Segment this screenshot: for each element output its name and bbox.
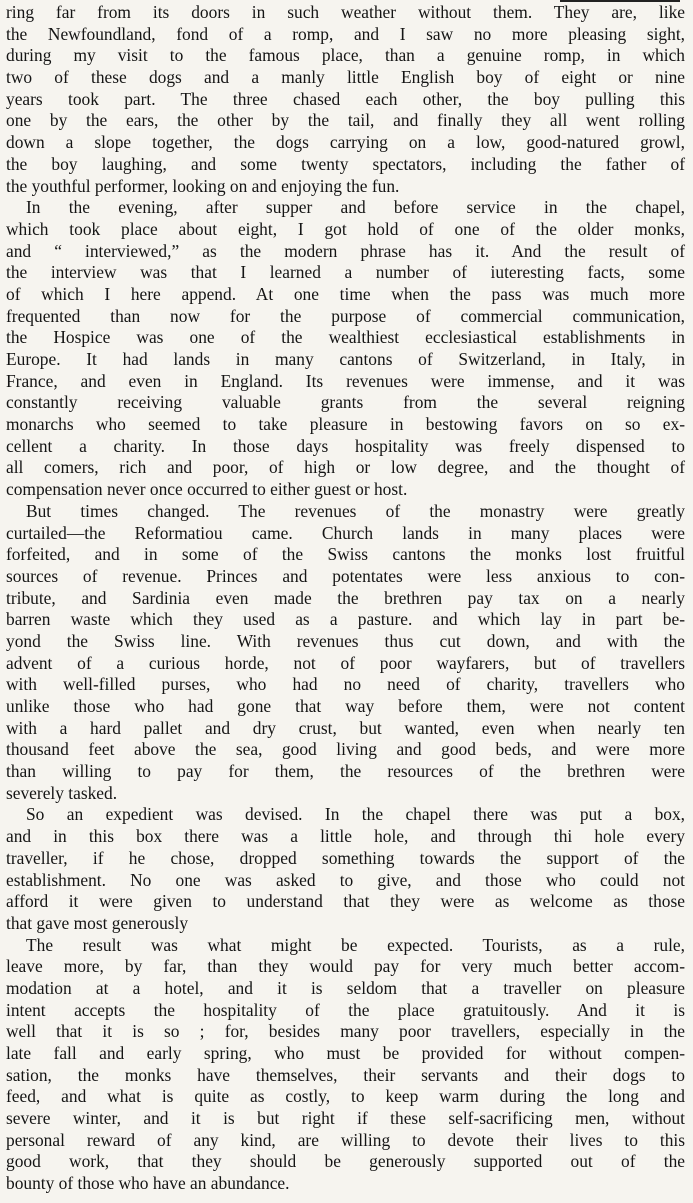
text-line: with a hard pallet and dry crust, but wanted, even when nearly ten (6, 717, 685, 738)
text-line: The result was what might be expected. Tourists, as a rule, (26, 934, 685, 955)
text-line: barren waste which they used as a pasture. and which lay in part be- (6, 609, 685, 630)
text-line: But times changed. The revenues of the monastry were greatly (26, 500, 685, 521)
text-line: feed, and what is quite as costly, to keep warm during the long and (6, 1086, 685, 1107)
text-line: traveller, if he chose, dropped something towards the support of the (6, 847, 685, 868)
text-line: sation, the monks have themselves, their servants and their dogs to (6, 1064, 685, 1085)
text-line: advent of a curious horde, not of poor wayfarers, but of travellers (6, 652, 685, 673)
text-line: yond the Swiss line. With revenues thus cut down, and with the (6, 630, 685, 651)
text-line: leave more, by far, than they would pay for very much better accom- (6, 956, 685, 977)
text-line: that gave most generously (6, 912, 189, 933)
text-line: the boy laughing, and some twenty spectators, including the father of (6, 153, 685, 174)
text-line: France, and even in England. Its revenues were immense, and it was (6, 370, 685, 391)
text-line: sources of revenue. Princes and potentates were less anxious to con- (6, 565, 685, 586)
text-line: severely tasked. (6, 782, 118, 803)
text-line: of which I here append. At one time when the pass was much more (6, 283, 685, 304)
text-line: monarchs who seemed to take pleasure in bestowing favors on so ex- (6, 414, 685, 435)
text-line: forfeited, and in some of the Swiss cantons the monks lost fruitful (6, 544, 685, 565)
text-line: establishment. No one was asked to give, and those who could not (6, 869, 685, 890)
paragraph (6, 501, 685, 805)
text-line: and in this box there was a little hole, and through thi hole every (6, 826, 685, 847)
text-line: afford it were given to understand that they were as welcome as those (6, 891, 685, 912)
paragraph (6, 804, 685, 934)
text-line: compensation never once occurred to either guest or host. (6, 479, 408, 500)
text-line: the Newfoundland, fond of a romp, and I saw no more pleasing sight, (6, 23, 685, 44)
text-line: two of these dogs and a manly little English boy of eight or nine (6, 67, 685, 88)
text-line: all comers, rich and poor, of high or low degree, and the thought of (6, 457, 685, 478)
text-line: late fall and early spring, who must be provided for without compen- (6, 1043, 685, 1063)
text-line: So an expedient was devised. In the chapel there was put a box, (26, 804, 685, 825)
text-line: tribute, and Sardinia even made the brethren pay tax on a nearly (6, 587, 685, 608)
text-line: with well-filled purses, who had no need of charity, travellers who (6, 674, 685, 695)
text-line: one by the ears, the other by the tail, and finally they all went rolling (6, 110, 685, 131)
text-line: and “ interviewed,” as the modern phrase has it. And the result of (6, 240, 685, 261)
text-line: modation at a hotel, and it is seldom that a traveller on pleasure (6, 977, 685, 998)
text-line: which took place about eight, I got hold of one of the older monks, (6, 218, 685, 239)
text-line: unlike those who had gone that way before them, were not content (6, 696, 685, 716)
text-line: down a slope together, the dogs carrying on a low, good-natured growl, (6, 132, 685, 153)
text-line: the Hospice was one of the wealthiest ecclesiastical establishments in (6, 327, 685, 348)
text-line: than willing to pay for them, the resources of the brethren were (6, 761, 685, 782)
text-line: during my visit to the famous place, than a genuine romp, in which (6, 45, 685, 66)
text-line: curtailed—the Reformatiou came. Church lands in many places were (6, 522, 685, 543)
text-line: the youthful performer, looking on and enjoying the fun. (6, 175, 400, 196)
text-line: intent accepts the hospitality of the place gratuitously. And it is (6, 999, 685, 1020)
text-line: years took part. The three chased each other, the boy pulling this (6, 88, 685, 109)
paragraph (6, 197, 685, 501)
text-line: frequented than now for the purpose of commercial communication, (6, 305, 685, 326)
text-line: thousand feet above the sea, good living and good beds, and were more (6, 739, 685, 760)
column-top-rule (560, 0, 680, 2)
article-body (6, 2, 685, 1195)
paragraph (6, 935, 685, 1195)
paragraph (6, 2, 685, 197)
text-line: constantly receiving valuable grants from the several reigning (6, 392, 685, 413)
text-line: well that it is so ; for, besides many poor travellers, especially in the (6, 1021, 685, 1042)
text-line: ring far from its doors in such weather without them. They are, like (6, 2, 685, 22)
text-line: the interview was that I learned a number of iuteresting facts, some (6, 262, 685, 283)
text-line: Europe. It had lands in many cantons of Switzerland, in Italy, in (6, 349, 685, 369)
text-line: cellent a charity. In those days hospitality was freely dispensed to (6, 435, 685, 456)
text-line: personal reward of any kind, are willing to devote their lives to this (6, 1129, 685, 1150)
text-line: severe winter, and it is but right if these self-sacrificing men, without (6, 1108, 685, 1129)
text-line: good work, that they should be generously supported out of the (6, 1151, 685, 1172)
text-line: In the evening, after supper and before service in the chapel, (26, 197, 685, 218)
text-line: bounty of those who have an abundance. (6, 1173, 290, 1194)
